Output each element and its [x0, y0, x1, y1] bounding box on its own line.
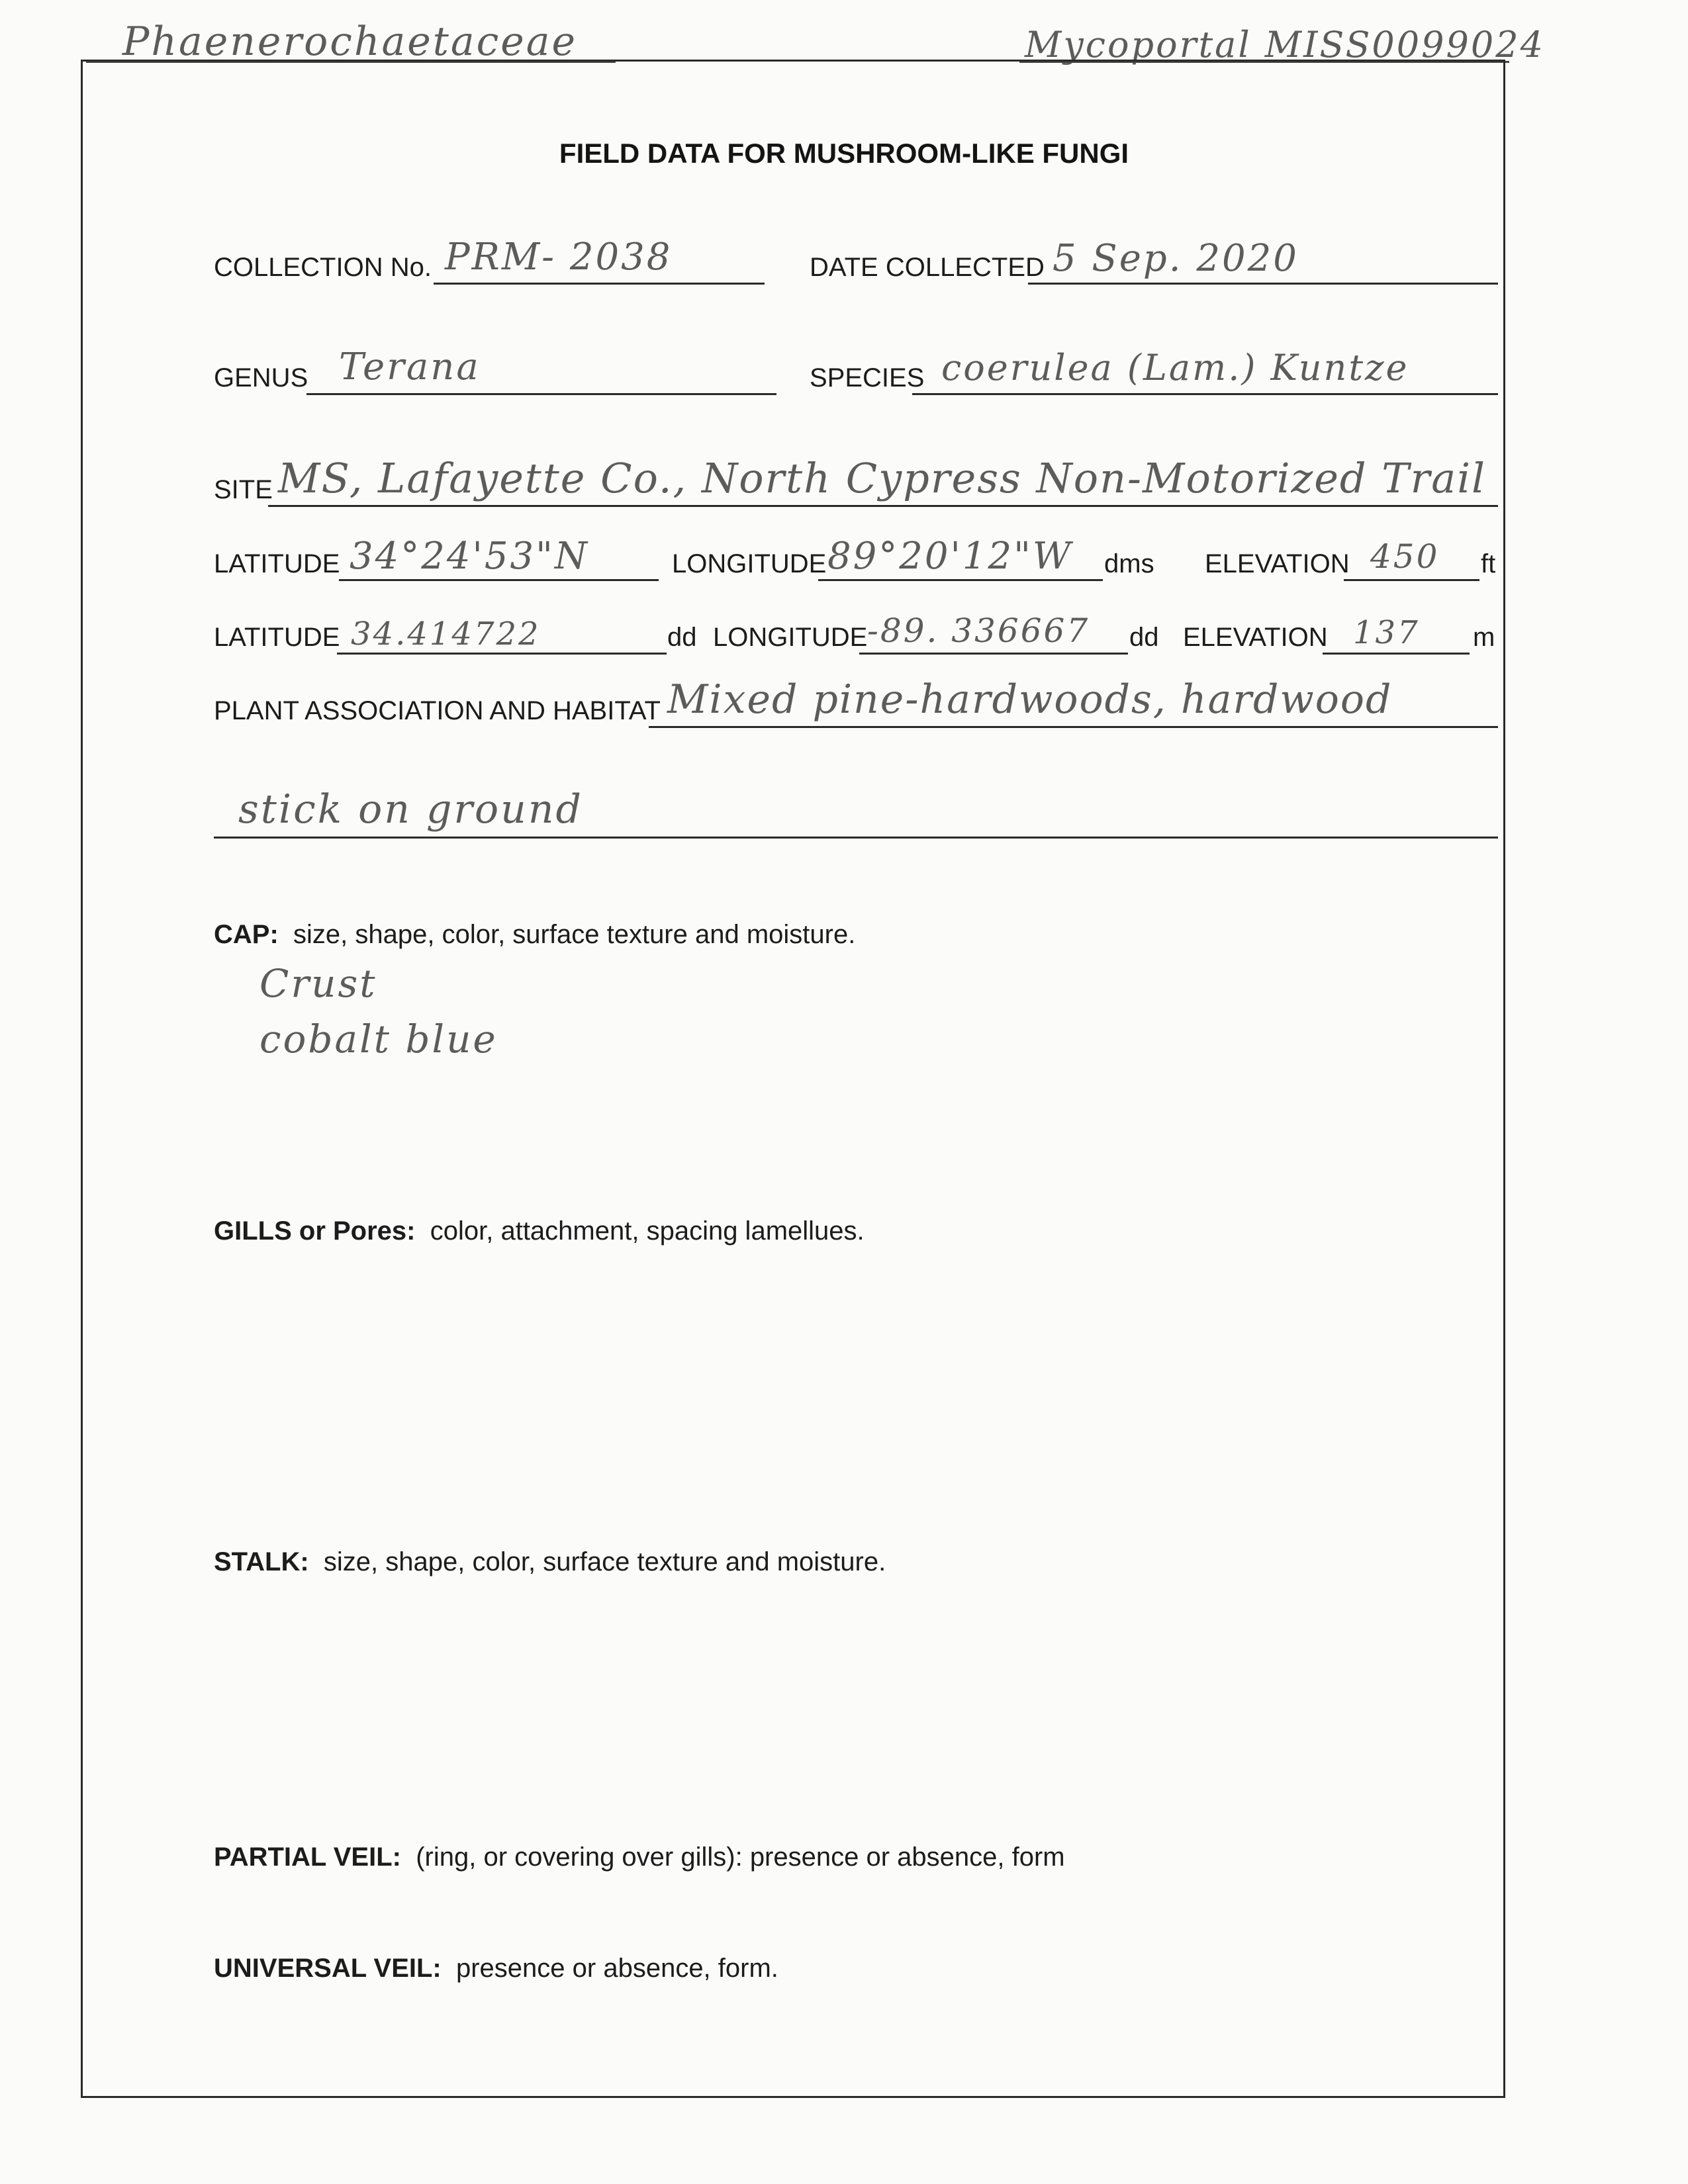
elevation-ft-value[interactable]: 450: [1370, 537, 1440, 576]
elevation-m-label: ELEVATION: [1183, 623, 1328, 652]
dd-unit-lat: dd: [667, 623, 697, 652]
stalk-heading: [214, 1547, 886, 1577]
habitat-line-2: [214, 837, 1498, 839]
latitude-dms-line: [339, 579, 659, 581]
genus-label: GENUS: [214, 363, 308, 392]
habitat-value-2[interactable]: stick on ground: [238, 786, 583, 833]
elevation-ft-line: [1344, 579, 1479, 581]
dd-unit-long: dd: [1129, 623, 1159, 652]
longitude-dd-label: LONGITUDE: [713, 623, 868, 652]
gills-heading: [214, 1216, 865, 1246]
universal-veil-heading-bold: UNIVERSAL VEIL:: [214, 1954, 442, 1983]
elevation-m-line: [1323, 653, 1470, 655]
habitat-value-1[interactable]: Mixed pine-hardwoods, hardwood: [667, 676, 1393, 723]
longitude-dms-label: LONGITUDE: [672, 549, 827, 578]
latitude-dms-label: LATITUDE: [214, 549, 340, 578]
dms-unit: dms: [1104, 549, 1154, 578]
ft-unit: ft: [1481, 549, 1496, 578]
latitude-dd-label: LATITUDE: [214, 623, 340, 652]
species-label: SPECIES: [810, 363, 925, 392]
partial-veil-description: (ring, or covering over gills): presence or absence, form: [416, 1843, 1065, 1872]
longitude-dms-line: [818, 579, 1103, 581]
site-label: SITE: [214, 475, 273, 504]
date-collected-value[interactable]: 5 Sep. 2020: [1053, 237, 1299, 280]
universal-veil-description: presence or absence, form.: [455, 1954, 778, 1983]
family-name: Phaenerochaetaceae: [122, 19, 578, 65]
elevation-ft-label: ELEVATION: [1205, 549, 1350, 578]
cap-value-1[interactable]: Crust: [259, 961, 377, 1006]
latitude-dms-value[interactable]: 34°24'53"N: [350, 535, 589, 578]
partial-veil-heading-bold: PARTIAL VEIL:: [214, 1843, 401, 1872]
collection-no-line: [434, 283, 765, 285]
latitude-dd-value[interactable]: 34.414722: [351, 615, 541, 653]
collection-no-label: COLLECTION No.: [214, 253, 432, 282]
cap-value-2[interactable]: cobalt blue: [259, 1017, 498, 1062]
cap-heading: [214, 920, 855, 950]
species-line: [912, 393, 1498, 395]
habitat-line-1: [649, 726, 1498, 728]
latitude-dd-line: [337, 653, 667, 655]
form-title: FIELD DATA FOR MUSHROOM-LIKE FUNGI: [559, 138, 1129, 169]
date-collected-label: DATE COLLECTED: [810, 253, 1045, 282]
genus-value[interactable]: Terana: [339, 345, 481, 388]
gills-heading-bold: GILLS or Pores:: [214, 1216, 416, 1246]
site-value[interactable]: MS, Lafayette Co., North Cypress Non-Motorized Trail: [278, 454, 1486, 502]
collection-no-value[interactable]: PRM- 2038: [445, 236, 673, 279]
date-collected-line: [1028, 283, 1498, 285]
universal-veil-heading: [214, 1954, 778, 1983]
cap-heading-bold: CAP:: [214, 920, 279, 949]
species-value[interactable]: coerulea (Lam.) Kuntze: [941, 347, 1409, 388]
stalk-heading-bold: STALK:: [214, 1547, 309, 1576]
longitude-dms-value[interactable]: 89°20'12"W: [827, 535, 1073, 578]
catalog-number: Mycoportal MISS0099024: [1025, 24, 1545, 66]
longitude-dd-value[interactable]: -89. 336667: [867, 612, 1090, 650]
gills-description: color, attachment, spacing lamellues.: [430, 1216, 865, 1246]
elevation-m-value[interactable]: 137: [1353, 614, 1420, 651]
partial-veil-heading: [214, 1843, 1065, 1872]
stalk-description: size, shape, color, surface texture and moisture.: [323, 1547, 886, 1576]
habitat-label: PLANT ASSOCIATION AND HABITAT: [214, 696, 661, 725]
site-line: [268, 505, 1498, 507]
cap-description: size, shape, color, surface texture and moisture.: [293, 920, 856, 949]
m-unit: m: [1473, 623, 1495, 652]
genus-line: [306, 393, 776, 395]
longitude-dd-line: [859, 653, 1128, 655]
